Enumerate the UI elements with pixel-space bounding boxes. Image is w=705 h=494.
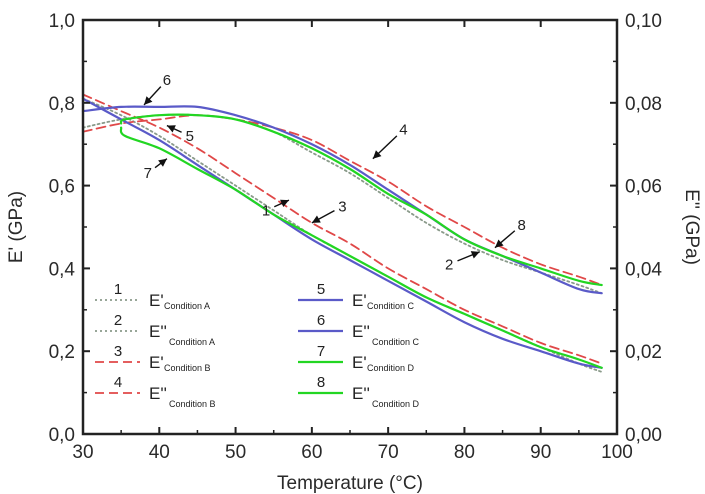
legend-number: 6	[316, 312, 326, 329]
annotation-label: 1	[261, 202, 271, 220]
y-tick-label: 0,0	[48, 425, 75, 446]
legend-sublabel: Condition A	[164, 301, 211, 311]
annotation-label: 7	[143, 165, 153, 183]
y2-tick-label: 0,02	[625, 342, 662, 364]
legend-label: E''	[149, 322, 167, 341]
legend-sublabel: Condition C	[367, 301, 415, 311]
x-tick-label: 100	[601, 442, 633, 463]
y2-tick-label: 0,10	[625, 11, 662, 32]
legend-sublabel: Condition B	[169, 399, 216, 409]
y-axis-title: E' (GPa)	[6, 190, 27, 264]
legend-label: E''	[352, 322, 370, 341]
annotation-label: 2	[444, 256, 454, 274]
legend-number: 5	[316, 281, 326, 298]
y-tick-label: 1,0	[48, 11, 75, 32]
legend-sublabel: Condition D	[367, 363, 415, 373]
y2-axis-title: E'' (GPa)	[681, 189, 702, 265]
legend-label: E'	[149, 291, 164, 310]
x-tick-label: 90	[530, 442, 552, 463]
annotation-label: 8	[517, 216, 526, 234]
annotation-label: 6	[162, 72, 172, 90]
legend-number: 3	[113, 343, 123, 360]
x-tick-label: 40	[148, 442, 170, 463]
legend	[95, 281, 420, 409]
y-tick-label: 0,2	[48, 342, 75, 364]
y-tick-label: 0,4	[48, 259, 75, 281]
y-tick-label: 0,8	[48, 93, 75, 115]
legend-sublabel: Condition A	[169, 337, 216, 347]
x-tick-label: 30	[72, 442, 94, 463]
legend-number: 2	[113, 312, 123, 329]
x-tick-label: 80	[453, 442, 475, 463]
legend-number: 7	[316, 343, 326, 360]
x-axis-title: Temperature (°C)	[277, 473, 423, 494]
legend-label: E'	[352, 353, 367, 372]
legend-sublabel: Condition B	[164, 363, 211, 373]
annotation-label: 3	[338, 198, 347, 216]
y2-tick-label: 0,08	[625, 93, 662, 115]
x-tick-label: 70	[377, 442, 399, 463]
legend-number: 1	[113, 281, 123, 298]
legend-number: 4	[113, 374, 123, 391]
legend-label: E'	[352, 291, 367, 310]
legend-sublabel: Condition D	[372, 399, 420, 409]
annotation-label: 5	[185, 127, 194, 145]
legend-label: E''	[149, 384, 167, 403]
legend-number: 8	[316, 374, 326, 391]
annotation-arrowhead	[158, 159, 167, 167]
legend-label: E'	[149, 353, 164, 372]
y2-tick-label: 0,06	[625, 176, 662, 198]
y2-tick-label: 0,04	[625, 259, 662, 281]
legend-sublabel: Condition C	[372, 337, 420, 347]
y-tick-label: 0,6	[48, 176, 75, 198]
legend-label: E''	[352, 384, 370, 403]
y2-tick-label: 0,00	[625, 425, 662, 446]
x-tick-label: 50	[225, 442, 247, 463]
annotation-label: 4	[399, 121, 408, 139]
curve-annotations	[144, 72, 526, 273]
x-tick-label: 60	[301, 442, 323, 463]
